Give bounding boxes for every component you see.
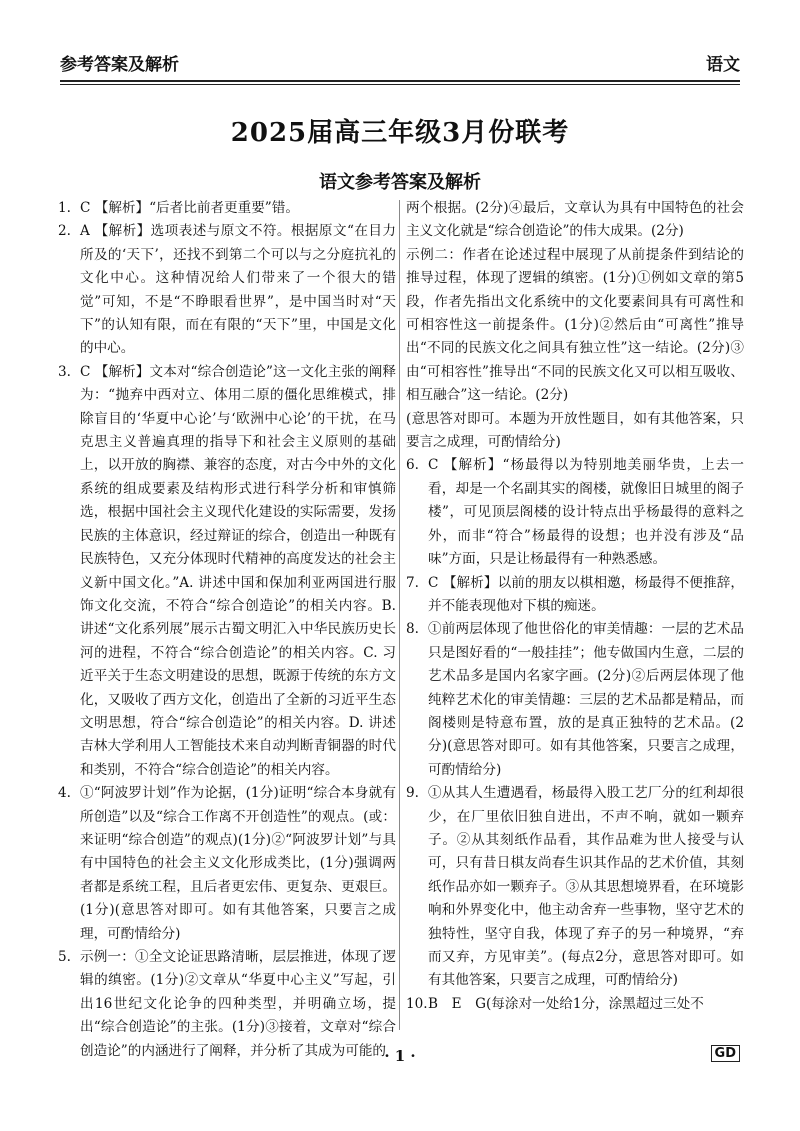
answer-item — [58, 782, 396, 946]
answer-item — [406, 993, 744, 1016]
answer-text: B E G(每涂对一处给1分，涂黑超过三处不 — [428, 995, 704, 1012]
answer-number: 7. — [406, 574, 419, 591]
header-divider — [60, 84, 740, 85]
answer-number: 5. — [58, 949, 71, 965]
answer-number: 1. — [58, 200, 71, 216]
answer-text: 两个根据。(2分)④最后，文章认为具有中国特色的社会主义文化就是“综合创造论”的伟大成果。(2分) — [406, 200, 744, 240]
answer-text: (意思答对即可。本题为开放性题目，如有其他答案，只要言之成理，可酌情给分) — [406, 410, 744, 451]
answer-text: 示例二：作者在论述过程中展现了从前提条件到结论的推导过程，体现了逻辑的缜密。(1分)①例如文章的第5段，作者先指出文化系统中的文化要素间具有可离性和可相容性这一前提条件。(1分)②然后由“可离性”推导出“不同的民族文化之间具有独立性”这一结论。(2分)③由“可相容性”推导出“不同的民族文化又可以相互吸收、相互融合”这一结论。(2分) — [406, 246, 744, 404]
answer-text: C 【解析】“杨最得以为特别地美丽华贵，上去一看，却是一个名副其实的阁楼，就像旧日城里的阁子楼”，可见顶层阁楼的设计特点出乎杨最得的意料之外，而非“符合”杨最得的设想；也并没有涉及“品味”方面，只是让杨最得有一种熟悉感。 — [428, 457, 744, 568]
page-header — [60, 44, 740, 82]
answer-item — [406, 782, 744, 993]
answer-item — [58, 220, 396, 360]
answer-text: ①前两层体现了他世俗化的审美情趣：一层的艺术品只是图好看的“一般挂挂”；他专做国内生意，二层的艺术品多是国内名家字画。(2分)②后两层体现了他纯粹艺术化的审美情趣：三层的艺术品都是精品，而阁楼则是特意布置，放的是真正独特的艺术品。(2分)(意思答对即可。如有其他答案，只要言之成理，可酌情给分) — [428, 621, 744, 778]
edition-code: GD — [711, 1045, 740, 1062]
answer-item — [406, 454, 744, 571]
answer-number: 8. — [406, 621, 419, 638]
answer-number: 6. — [406, 457, 419, 474]
answer-text: ①从其人生遭遇看，杨最得入股工艺厂分的红利却很少，在厂里依旧独自进出，不声不响，就如一颗弃子。②从其刻纸作品看，其作品难为世人接受与认可，只有昔日棋友尚春生识其作品的艺术价值，其刻纸作品亦如一颗弃子。③从其思想境界看，在环境影响和外界变化中，他主动舍弃一些事物，坚守艺术的独特性，坚守自我，体现了弃子的另一种境界，“弃而又弃，方见审美”。(每点2分，意思答对即可。如有其他答案，只要言之成理，可酌情给分) — [428, 785, 744, 989]
answer-number: 2. — [58, 223, 71, 240]
answer-number: 9. — [406, 785, 419, 802]
answer-text: ①“阿波罗计划”作为论据，(1分)证明“综合本身就有所创造”以及“综合工作离不开创造性”的观点。(或：来证明“综合创造”的观点)(1分)②“阿波罗计划”与具有中国特色的社会主义文化形成类比，(1分)强调两者都是系统工程，且后者更宏伟、更复杂、更艰巨。(1分)(意思答对即可。如有其他答案，只要言之成理，可酌情给分) — [80, 785, 396, 942]
right-column — [406, 197, 744, 1016]
answer-item — [58, 361, 396, 782]
answer-item — [406, 618, 744, 782]
answer-item — [406, 197, 744, 244]
answer-text: 示例一：①全文论证思路清晰，层层推进，体现了逻辑的缜密。(1分)②文章从“华夏中心主义”写起，引出16世纪文化论争的四种类型，并明确立场，提出“综合创造论”的主张。(1分)③接着，文章对“综合创造论”的内涵进行了阐释，并分析了其成为可能的 — [80, 949, 396, 1059]
answer-number: 3. — [58, 363, 71, 380]
answer-text: C 【解析】“后者比前者更重要”错。 — [80, 200, 299, 216]
page-number: · 1 · — [384, 1047, 416, 1065]
column-divider — [399, 200, 400, 1030]
answer-item — [58, 946, 396, 1063]
document-subtitle: 语文参考答案及解析 — [319, 172, 481, 193]
header-right-label: 语文 — [706, 54, 740, 75]
left-column — [58, 197, 396, 1063]
answer-item — [406, 408, 744, 455]
answer-text: C 【解析】以前的朋友以棋相邀，杨最得不便推辞，并不能表现他对下棋的痴迷。 — [428, 574, 744, 614]
header-left-label: 参考答案及解析 — [60, 54, 179, 75]
answer-number: 10. — [406, 995, 428, 1012]
answer-item — [406, 572, 744, 619]
answer-item — [58, 197, 396, 220]
answer-number: 4. — [58, 785, 71, 802]
answer-text: C 【解析】文本对“综合创造论”这一文化主张的阐释为：“抛弃中西对立、体用二原的僵化思维模式，排除盲目的‘华夏中心论’与‘欧洲中心论’的干扰，在马克思主义普遍真理的指导下和社会主义原则的基础上，以开放的胸襟、兼容的态度，对古今中外的文化系统的组成要素及结构形式进行科学分析和审慎筛选，根据中国社会主义现代化建设的实际需要，发扬民族的主体意识，经过辩证的综合，创造出一种既有民族特色，又充分体现时代精神的高度发达的社会主义新中国文化。”A. 讲述中国和保加利亚两国进行服饰文化交流，不符合“综合创造论”的相关内容。B. 讲述“文化系列展”展示古蜀文明汇入中华民族历史长河的进程，不符合“综合创造论”的相关内容。C. 习近平关于生态文明建设的思想，既源于传统的东方文化，又吸收了西方文化，创造出了全新的习近平生态文明思想，符合“综合创造论”的相关内容。D. 讲述吉林大学利用人工智能技术来自动判断青铜器的时代和类别，不符合“综合创造论”的相关内容。 — [80, 363, 396, 778]
answer-text: A 【解析】选项表述与原文不符。根据原文“在目力所及的‘天下’，还找不到第二个可以与之分庭抗礼的文化中心。这种情况给人们带来了一个很大的错觉”可知，不是“不睁眼看世界”，是中国当时对“天下”的认知有限，而在有限的“天下”里，中国是文化的中心。 — [80, 223, 396, 357]
document-title: 2025届高三年级3月份联考 — [230, 118, 570, 148]
answer-item — [406, 244, 744, 408]
